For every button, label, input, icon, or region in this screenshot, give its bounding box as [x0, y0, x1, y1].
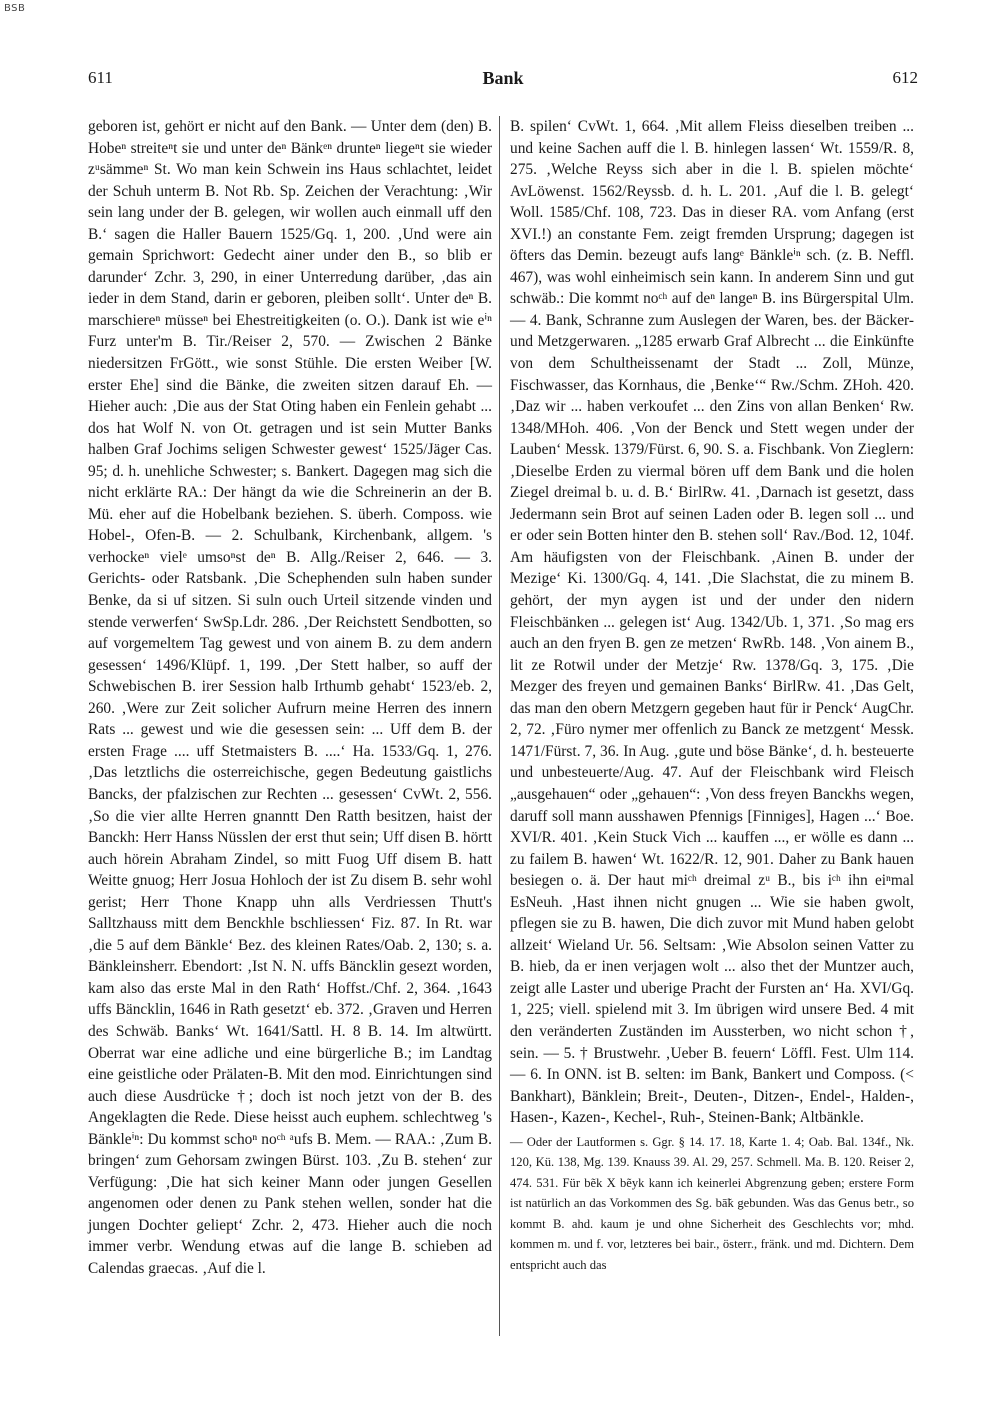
running-headword: Bank — [482, 68, 524, 88]
library-watermark: BSB — [4, 3, 26, 14]
footnote-text: — Oder der Lautformen s. Ggr. § 14. 17. 18, Karte 1. 4; Oab. Bal. 134f., Nk. 120, Kü. 138, Mg. 139. Knauss 39. Al. 29, 257. Schmell. Ma. B. 120. Reiser 2, 474. 531. Für bẽk X bẽyk kann ich keinerlei Abgrenzung geben; erstere Form ist natürlich an das Vorkommen des Sg. bā̃k gebunden. Was das Genus betr., so kommt B. ahd. kaum je und ohne Sicherheit des Geschlechts vor; mhd. kommen m. und f. vor, letzteres bei bair., österr., fränk. und md. Dichtern. Dem entspricht auch das — [510, 1134, 914, 1272]
page-header — [88, 68, 918, 94]
right-column — [510, 116, 914, 1275]
page-number-left: 611 — [88, 68, 113, 87]
page-number-right: 612 — [892, 68, 918, 87]
right-column-text: B. spilen‘ CvWt. 1, 664. ‚Mit allem Fleiss dieselben treiben ... und keine Sachen auff die l. B. hinlegen lassen‘ Wt. 1559/R. 8, 275. ‚Welche Reyss sich aber in die l. B. spielen möchte‘ AvLöwenst. 1562/Reyssb. d. h. L. 201. ‚Auf die l. B. gelegt‘ Woll. 1585/Chf. 108, 723. Das in dieser RA. vom Anfang (erst XVI.!) an constante Fem. zeigt fremden Ursprung; dagegen ist öfters das Demin. bezeugt aufs langᵉ Bänkleⁱⁿ sch. (z. B. Neffl. 467), was wohl einheimisch sein kann. In anderem Sinn und gut schwäb.: Die kommt noᶜʰ auf deⁿ langeⁿ B. ins Bürgerspital Ulm. — 4. Bank, Schranne zum Auslegen der Waren, bes. der Bäcker- und Metzgerwaren. „1285 erwarb Graf Albrecht ... die Einkünfte von dem Schultheissenamt der Stadt ... Zoll, Münze, Fischwasser, das Kornhaus, die ‚Benke‘“ Rw./Schm. ZHoh. 420. ‚Daz wir ... haben verkoufet ... den Zins von allan Benken‘ Rw. 1348/MHoh. 406. ‚Von der Benck und Stett wegen under der Lauben‘ Messk. 1379/Fürst. 6, 90. S. a. Fischbank. Von Zieglern: ‚Dieselbe Erden zu viermal bören uff dem Bank und die holen Ziegel dreimal b. u. d. B.‘ BirlRw. 41. ‚Darnach ist gesetzt, dass Jedermann sein Brot auf seinen Laden oder B. legen soll ... und er oder sein Botten hinter den B. stehen soll‘ Rav./Bod. 12, 104f. Am häufigsten von der Fleischbank. ‚Ainen B. under der Mezige‘ Ki. 1300/Gq. 4, 141. ‚Die Slachstat, die zu minem B. gehört, der myn aygen ist und der under den nidern Fleischbänken ... gelegen ist‘ Aug. 1342/Ub. 1, 371. ‚So mag ers auch an den fryen B. gen ze metzen‘ RwRb. 148. ‚Von ainem B., lit ze Rotwil under der Metzje‘ Rw. 1378/Gq. 3, 175. ‚Die Mezger des freyen und gemainen Banks‘ BirlRw. 41. ‚Das Gelt, das man den obern Metzgern gegeben haut für ir Penck‘ AugChr. 2, 72. ‚Füro nymer mer offenlich zu Banck ze metzgent‘ Messk. 1471/Fürst. 7, 36. In Aug. ‚gute und böse Bänke‘, d. h. besteuerte und unbesteuerte/Aug. 47. Auf der Fleischbank wird Fleisch „ausgehauen“ oder „gehauen“: ‚Von dess freyen Banckhs wegen, daruff soll mann ausshawen Pfennigs [Finniges], Hagen ...‘ Boe. XVI/R. 401. ‚Kein Stuck Vich ... kauffen ..., er wölle es dann ... zu failem B. hawen‘ Wt. 1622/R. 12, 901. Daher zu Bank hauen besiegen o. ä. Der haut miᶜʰ dreimal zᵘ B., bis iᶜʰ ihn eiⁿmal EsNeuh. ‚Hast ihnen nicht gnugen ... Wie sie haben gwolt, pflegen sie zu B. hawen, Die dich zuvor mit Mund haben gelobt allzeit‘ Wieland Ur. 56. Seltsam: ‚Wie Absolon seinen Vatter zu B. hieb, da er inen verjagen wolt ... also thet der Muntzer auch, zeigt alle Laster und uberige Pracht der Fursten an‘ Ha. XVI/Gq. 1, 225; viell. spielend mit 3. Im übrigen wird unsere Bed. 4 mit den veränderten Zuständen im Aussterben, wo nicht schon †, sein. — 5. † Brustwehr. ‚Ueber B. feuern‘ Löffl. Fest. Ulm 114. — 6. In ONN. ist B. selten: im Bank, Bankert und Composs. (< Bankhart), Bänklein; Breit-, Deuten-, Ditzen-, Endel-, Halden-, Hasen-, Kazen-, Kechel-, Ruh-, Steinen-Bank; Altbänkle. — [510, 118, 914, 1127]
column-divider — [499, 116, 500, 1336]
left-column-text: geboren ist, gehört er nicht auf den Bank. — Unter dem (den) B. Hobeⁿ streiteⁿt sie und unter deⁿ Bänkᵉⁿ drunteⁿ liegeⁿt sie wieder zᵘsämmeⁿ St. Wo man kein Schwein ins Haus schlachtet, leidet der Schuh unterm B. Not Rb. Sp. Zeichen der Verachtung: ‚Wir sein lang under der B. gelegen, wir wollen auch einmall uff den B.‘ sagen die Haller Bauern 1525/Gq. 1, 200. ‚Und were ain gemain Sprichwort: Gedecht ainer under den B., so blib er darunder‘ Zchr. 3, 290, in einer Unterredung darüber, ‚das ain ieder in dem Stand, darin er geboren, pleiben sollt‘. Unter deⁿ B. marschiereⁿ müsseⁿ bei Ehestreitigkeiten (o. O.). Dank ist wie eⁱⁿ Furz unter'm B. Tir./Reiser 2, 570. — Zwischen 2 Bänke niedersitzen FrGött., wie sonst Stühle. Die ersten Weiber [W. erster Ehe] sind die Bänke, die zweiten sitzen darauf Eh. — Hieher auch: ‚Die aus der Stat Oting haben ein Fenlein gehabt ... dos hat Wolf N. von Ot. getragen und ist sein Mutter Banks halben Graf Jochims seligen Schwester gewest‘ 1525/Jäger Cas. 95; d. h. unehliche Schwester; s. Bankert. Dagegen mag sich die nicht erklärte RA.: Der hängt da wie die Schreinerin an der B. Mü. eher auf die Hobelbank beziehen. S. überh. Composs. wie Hobel-, Ofen-B. — 2. Schulbank, Kirchenbank, allgem. 's verhockeⁿ vielᵉ umsoⁿst deⁿ B. Allg./Reiser 2, 646. — 3. Gerichts- oder Ratsbank. ‚Die Schephenden suln haben sunder Benke, da si uf sitzen. Si suln ouch Urteil sitzende vinden und stende verwerfen‘ SwSp.Ldr. 286. ‚Der Reichstett Sendbotten, so auf vorgemeltem Tag gewest und von ainem B. zu dem andern gesessen‘ 1496/Klüpf. 1, 199. ‚Der Stett halber, so auff der Schwebischen B. irer Session halb Irthumb gehabt‘ 1523/eb. 2, 260. ‚Were zur Zeit solicher Aufrurn meine Herren des innern Rats ... gewest und wie die gesessen sein: ... Uff dem B. der ersten Frage .... uff Stetmaisters B. ....‘ Ha. 1533/Gq. 1, 276. ‚Das letztlichs die osterreichische, gegen Bedeutung gaistlichs Bancks, der pfalzischen zur Rechten ... gesessen‘ CvWt. 2, 556. ‚So die vier allte Herren gnanntt Den Ratth besitzen, haist der Banckh: Herr Hanss Nüsslen der erst thut sein; Uff disen B. hörtt auch hörein Abraham Zindel, so mitt Fuog Uff disem B. hatt Weitte gnuog; Herr Josua Hohloch der ist Zu disem B. sehr wohl gerist; Herr Thone Knapp uhn alls Verdriessen Thutt's Salltzhauss mitt dem Benckhle bschliessen‘ Fiz. 87. In Rt. war ‚die 5 auf dem Bänkle‘ Bez. des kleinen Rates/Oab. 2, 130; s. a. Bänkleinsherr. Ebendort: ‚Ist N. N. uffs Bäncklin gesezt worden, kam also das erste Mal in den Rath‘ Hoffst./Chf. 2, 364. ‚1643 uffs Bäncklin, 1646 in Rath gesetzt‘ eb. 372. ‚Graven und Herren des Schwäb. Banks‘ Wt. 1641/Sattl. H. 8 B. 14. Im altwürtt. Oberrat war eine adliche und eine bürgerliche B.; im Landtag eine geistliche oder Prälaten-B. Mit den mod. Einrichtungen sind auch diese Ausdrücke †; doch ist noch jetzt von der B. des Angeklagten die Rede. Diese heisst auch euphem. schlechtweg 's Bänkleⁱⁿ: Du kommst schoⁿ noᶜʰ ᵃufs B. Mem. — RAA.: ‚Zum B. bringen‘ zum Gehorsam zwingen Bürst. 103. ‚Zu B. stehen‘ zur Verfügung: ‚Die hat sich keiner Mann oder jungen Gesellen angenomen oder denen zu Pank stehen wellen, sonder hat die jungen Dochter geliept‘ Zchr. 2, 473. Hieher auch die noch immer verbr. Wendung etwas auf die lange B. schieben ad Calendas graecas. ‚Auf die l. — [88, 118, 492, 1277]
left-column — [88, 116, 492, 1280]
